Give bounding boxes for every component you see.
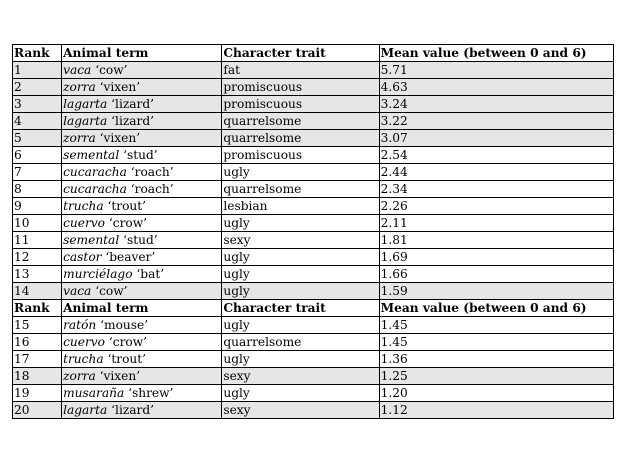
mean-text: 1.66 [380,267,408,281]
character-trait-cell [222,385,379,402]
mean-text: 3.07 [380,131,408,145]
table-row [13,147,614,164]
rank-cell [13,385,62,402]
character-trait-cell [222,249,379,266]
character-trait-cell [222,368,379,385]
mean-value-cell [379,147,613,164]
animal-term-cell [62,283,222,300]
rank-text: 1 [14,63,22,77]
rank-cell [13,334,62,351]
spanish-term: cuervo [63,335,106,349]
mean-value-cell [379,130,613,147]
spanish-term: cucaracha [63,182,127,196]
rank-text: 7 [14,165,22,179]
character-trait-cell [222,130,379,147]
mean-value-cell [379,113,613,130]
rank-text: 4 [14,114,22,128]
table-row [13,164,614,181]
rank-text: 8 [14,182,22,196]
english-gloss: ‘vixen’ [95,80,141,94]
animal-term-cell [62,266,222,283]
mean-text: 2.54 [380,148,408,162]
trait-text: quarrelsome [223,335,302,349]
mean-value-cell [379,164,613,181]
rank-text: 17 [14,352,30,366]
mean-text: 1.69 [380,250,408,264]
spanish-term: murciélago [63,267,133,281]
header-rank: Rank [13,300,62,317]
rank-text: 3 [14,97,22,111]
spanish-term: zorra [63,369,96,383]
animal-term-cell [62,317,222,334]
rank-cell [13,62,62,79]
trait-text: ugly [223,216,250,230]
character-trait-cell [222,215,379,232]
trait-text: sexy [223,403,251,417]
character-trait-cell [222,164,379,181]
table-row [13,215,614,232]
table-row [13,266,614,283]
character-trait-cell [222,334,379,351]
mean-text: 3.24 [380,97,408,111]
animal-term-cell [62,79,222,96]
spanish-term: semental [63,233,120,247]
rank-cell [13,147,62,164]
rank-cell [13,351,62,368]
trait-text: quarrelsome [223,182,302,196]
english-gloss: ‘lizard’ [107,114,155,128]
header-mean-value: Mean value (between 0 and 6) [379,45,613,62]
rank-text: 12 [14,250,30,264]
animal-term-cell [62,113,222,130]
mean-text: 1.36 [380,352,408,366]
table-row [13,62,614,79]
rank-text: 18 [14,369,30,383]
english-gloss: ‘stud’ [119,233,158,247]
table-row [13,79,614,96]
english-gloss: ‘roach’ [126,182,174,196]
mean-value-cell [379,334,613,351]
table-row [13,249,614,266]
character-trait-cell [222,402,379,419]
mean-text: 1.59 [380,284,408,298]
animal-term-cell [62,215,222,232]
spanish-term: vaca [63,63,92,77]
mean-value-cell [379,62,613,79]
spanish-term: zorra [63,80,96,94]
english-gloss: ‘stud’ [119,148,158,162]
character-trait-cell [222,113,379,130]
character-trait-cell [222,317,379,334]
table-header-row-repeat [13,300,614,317]
mean-text: 1.12 [380,403,408,417]
header-animal-term: Animal term [62,300,222,317]
mean-value-cell [379,317,613,334]
trait-text: ugly [223,284,250,298]
rank-cell [13,130,62,147]
mean-value-cell [379,96,613,113]
animal-term-cell [62,402,222,419]
rank-cell [13,96,62,113]
rank-text: 13 [14,267,30,281]
english-gloss: ‘vixen’ [95,131,141,145]
table-row [13,96,614,113]
character-trait-cell [222,283,379,300]
trait-text: lesbian [223,199,268,213]
mean-text: 1.20 [380,386,408,400]
animal-term-cell [62,181,222,198]
mean-value-cell [379,283,613,300]
character-trait-cell [222,147,379,164]
english-gloss: ‘trout’ [103,352,147,366]
spanish-term: vaca [63,284,92,298]
spanish-term: lagarta [63,114,108,128]
mean-value-cell [379,215,613,232]
trait-text: fat [223,63,241,77]
table-row [13,181,614,198]
table-header-row [13,45,614,62]
character-trait-cell [222,181,379,198]
animal-term-cell [62,147,222,164]
mean-text: 1.81 [380,233,408,247]
english-gloss: ‘cow’ [91,63,128,77]
animal-term-cell [62,130,222,147]
character-trait-cell [222,96,379,113]
mean-value-cell [379,232,613,249]
trait-text: promiscuous [223,148,303,162]
english-gloss: ‘beaver’ [101,250,156,264]
character-trait-cell [222,351,379,368]
trait-text: quarrelsome [223,131,302,145]
rank-cell [13,317,62,334]
animal-term-cell [62,249,222,266]
mean-text: 1.45 [380,318,408,332]
table-row [13,368,614,385]
spanish-term: castor [63,250,102,264]
rank-text: 19 [14,386,30,400]
trait-text: ugly [223,165,250,179]
trait-text: ugly [223,386,250,400]
mean-text: 2.44 [380,165,408,179]
header-animal-term: Animal term [62,45,222,62]
mean-value-cell [379,198,613,215]
spanish-term: musaraña [63,386,125,400]
table-row [13,283,614,300]
animal-term-cell [62,385,222,402]
rank-cell [13,283,62,300]
header-mean-value: Mean value (between 0 and 6) [379,300,613,317]
table-row [13,317,614,334]
rank-text: 14 [14,284,30,298]
english-gloss: ‘roach’ [126,165,174,179]
mean-value-cell [379,181,613,198]
animal-term-cell [62,62,222,79]
spanish-term: lagarta [63,97,108,111]
table-row [13,351,614,368]
character-trait-cell [222,79,379,96]
trait-text: quarrelsome [223,114,302,128]
rank-text: 16 [14,335,30,349]
mean-value-cell [379,79,613,96]
character-trait-cell [222,232,379,249]
mean-value-cell [379,402,613,419]
spanish-term: cucaracha [63,165,127,179]
table-row [13,113,614,130]
english-gloss: ‘trout’ [103,199,147,213]
mean-text: 2.34 [380,182,408,196]
rank-cell [13,402,62,419]
table-row [13,385,614,402]
mean-text: 5.71 [380,63,408,77]
rank-text: 15 [14,318,30,332]
english-gloss: ‘vixen’ [95,369,141,383]
mean-text: 4.63 [380,80,408,94]
rank-cell [13,232,62,249]
rank-cell [13,164,62,181]
table-row [13,334,614,351]
english-gloss: ‘mouse’ [96,318,149,332]
mean-value-cell [379,249,613,266]
rank-cell [13,266,62,283]
animal-term-cell [62,198,222,215]
table-row [13,198,614,215]
rank-cell [13,368,62,385]
spanish-term: trucha [63,199,104,213]
header-character-trait: Character trait [222,45,379,62]
spanish-term: semental [63,148,120,162]
rank-cell [13,113,62,130]
animal-term-cell [62,351,222,368]
rank-cell [13,79,62,96]
spanish-term: trucha [63,352,104,366]
mean-text: 3.22 [380,114,408,128]
table-body [13,45,614,419]
spanish-term: zorra [63,131,96,145]
animal-term-cell [62,334,222,351]
rank-text: 5 [14,131,22,145]
mean-text: 1.25 [380,369,408,383]
header-character-trait: Character trait [222,300,379,317]
rank-text: 6 [14,148,22,162]
animal-term-cell [62,164,222,181]
rank-cell [13,249,62,266]
trait-text: ugly [223,250,250,264]
character-trait-cell [222,62,379,79]
spanish-term: lagarta [63,403,108,417]
animal-terms-table [12,44,614,419]
header-rank: Rank [13,45,62,62]
english-gloss: ‘bat’ [132,267,165,281]
trait-text: ugly [223,352,250,366]
rank-text: 20 [14,403,30,417]
trait-text: promiscuous [223,97,303,111]
trait-text: sexy [223,233,251,247]
table-row [13,402,614,419]
character-trait-cell [222,266,379,283]
english-gloss: ‘cow’ [91,284,128,298]
trait-text: ugly [223,318,250,332]
rank-text: 11 [14,233,30,247]
spanish-term: cuervo [63,216,106,230]
animal-term-cell [62,96,222,113]
english-gloss: ‘crow’ [105,216,148,230]
animal-term-cell [62,368,222,385]
mean-text: 2.26 [380,199,408,213]
trait-text: ugly [223,267,250,281]
spanish-term: ratón [63,318,97,332]
english-gloss: ‘lizard’ [107,403,155,417]
trait-text: sexy [223,369,251,383]
mean-value-cell [379,368,613,385]
rank-cell [13,198,62,215]
rank-cell [13,215,62,232]
rank-cell [13,181,62,198]
character-trait-cell [222,198,379,215]
table-row [13,232,614,249]
rank-text: 2 [14,80,22,94]
animal-term-cell [62,232,222,249]
mean-value-cell [379,385,613,402]
mean-text: 2.11 [380,216,408,230]
english-gloss: ‘lizard’ [107,97,155,111]
mean-value-cell [379,266,613,283]
trait-text: promiscuous [223,80,303,94]
english-gloss: ‘shrew’ [124,386,174,400]
rank-text: 10 [14,216,30,230]
table-row [13,130,614,147]
english-gloss: ‘crow’ [105,335,148,349]
rank-text: 9 [14,199,22,213]
mean-value-cell [379,351,613,368]
mean-text: 1.45 [380,335,408,349]
